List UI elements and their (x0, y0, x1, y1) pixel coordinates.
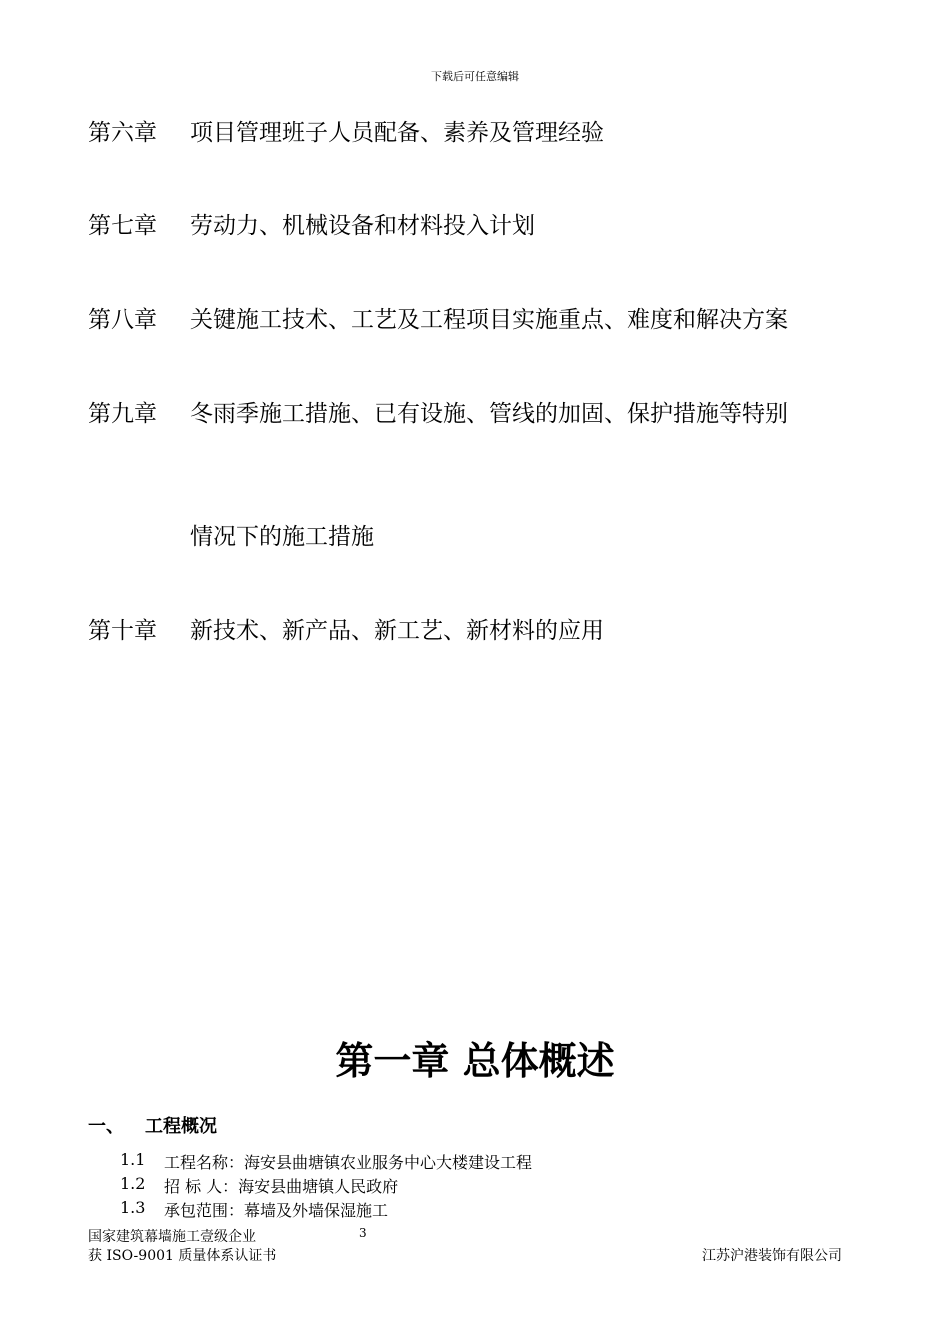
section-title: 工程概况 (145, 1116, 217, 1137)
toc-chapter-8-number: 第八章 (88, 307, 157, 333)
toc-chapter-6-title: 项目管理班子人员配备、素养及管理经验 (190, 120, 604, 146)
toc-chapter-6-number: 第六章 (88, 120, 157, 146)
toc-chapter-9-number: 第九章 (88, 401, 157, 427)
header-note: 下载后可任意编辑 (431, 70, 519, 83)
toc-chapter-8-title: 关键施工技术、工艺及工程项目实施重点、难度和解决方案 (190, 307, 788, 333)
list-item-text: 招 标 人：海安县曲塘镇人民政府 (164, 1177, 399, 1196)
toc-chapter-10-title: 新技术、新产品、新工艺、新材料的应用 (190, 618, 604, 644)
chapter-title: 第一章 总体概述 (335, 1039, 615, 1083)
toc-chapter-10-number: 第十章 (88, 618, 157, 644)
footer-company: 江苏沪港装饰有限公司 (702, 1248, 842, 1264)
list-item-text: 承包范围：幕墙及外墙保湿施工 (164, 1201, 389, 1220)
footer-qualification: 国家建筑幕墙施工壹级企业 (88, 1229, 256, 1245)
toc-chapter-9-title: 冬雨季施工措施、已有设施、管线的加固、保护措施等特别 (190, 401, 788, 427)
list-item-number: 1.1 (120, 1150, 146, 1169)
toc-chapter-7-title: 劳动力、机械设备和材料投入计划 (190, 213, 535, 239)
page-number: 3 (359, 1226, 367, 1240)
footer-certification: 获 ISO-9001 质量体系认证书 (88, 1248, 277, 1264)
list-item-number: 1.2 (120, 1174, 146, 1193)
list-item-number: 1.3 (120, 1198, 146, 1217)
toc-chapter-9-title-continued: 情况下的施工措施 (190, 524, 374, 550)
toc-chapter-7-number: 第七章 (88, 213, 157, 239)
list-item-text: 工程名称：海安县曲塘镇农业服务中心大楼建设工程 (164, 1153, 533, 1172)
section-number: 一、 (88, 1116, 124, 1137)
